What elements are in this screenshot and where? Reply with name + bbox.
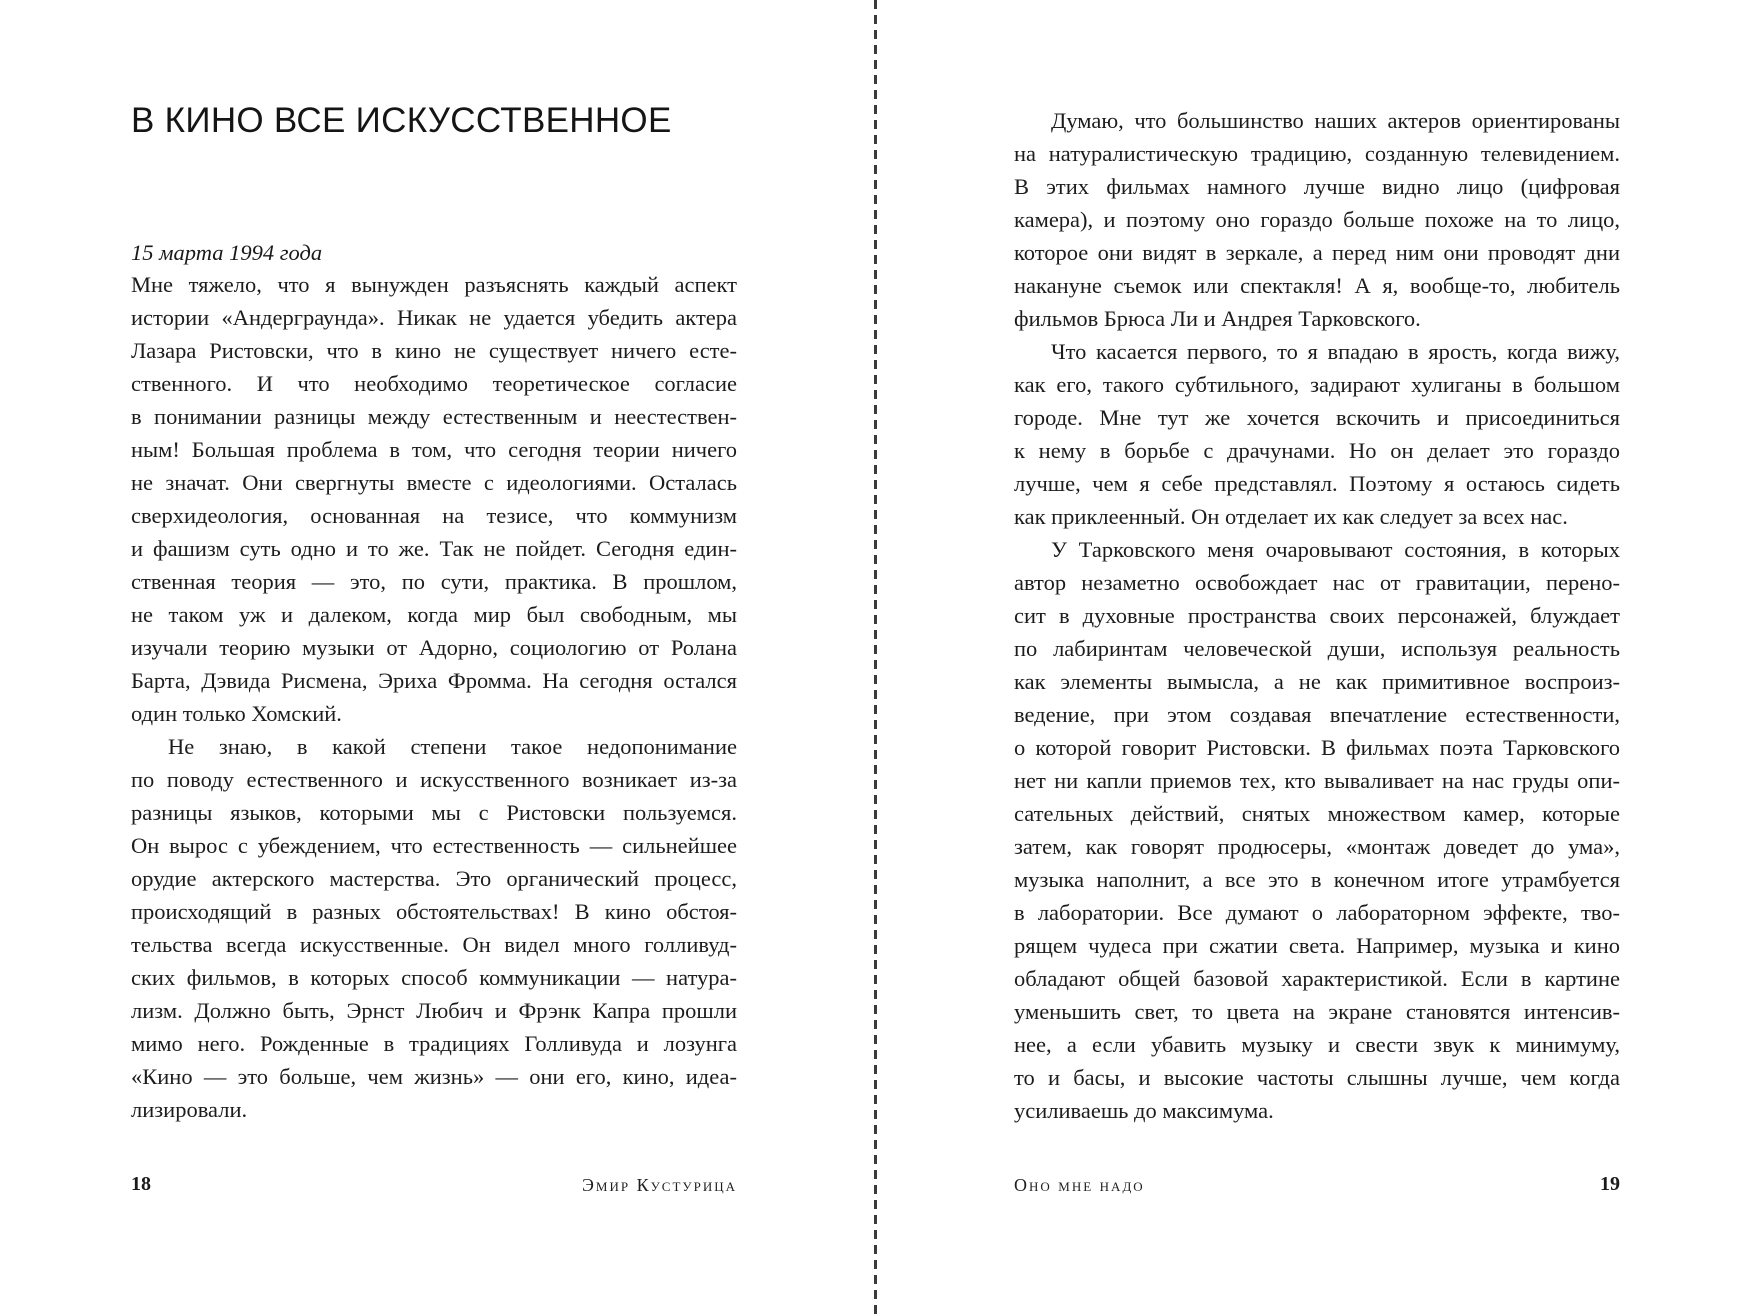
- text-line: лучше, чем я себе представлял. Поэтому я остаюсь сидеть: [1014, 471, 1620, 496]
- text-line: изучали теорию музыки от Адорно, социологию от Ролана: [131, 635, 737, 660]
- text-line: Барта, Дэвида Рисмена, Эриха Фромма. На сегодня остался: [131, 668, 737, 693]
- text-line: в понимании разницы между естественным и неестествен-: [131, 404, 737, 429]
- text-line: У Тарковского меня очаровывают состояния, в которых: [1051, 537, 1620, 562]
- text-line: по лабиринтам человеческой души, используя реальность: [1014, 636, 1620, 661]
- text-line: обладают общей базовой характеристикой. Если в картине: [1014, 966, 1620, 991]
- text-line: ственного. И что необходимо теоретическое согласие: [131, 371, 737, 396]
- text-line: по поводу естественного и искусственного возникает из-за: [131, 767, 737, 792]
- text-line: как приклеенный. Он отделает их как следует за всех нас.: [1014, 504, 1568, 529]
- text-line: истории «Андерграунда». Никак не удается убедить актера: [131, 305, 737, 330]
- page-number-left: 18: [131, 1173, 151, 1195]
- text-line: как элементы вымысла, а не как примитивное воспроиз-: [1014, 669, 1620, 694]
- right-body-text: [1014, 104, 1620, 1127]
- text-line: не значат. Они свергнуты вместе с идеологиями. Осталась: [131, 470, 737, 495]
- text-line: рящем чудеса при сжатии света. Например, музыка и кино: [1014, 933, 1620, 958]
- text-line: происходящий в разных обстоятельствах! В кино обстоя-: [131, 899, 737, 924]
- page-divider-dashed-line: [874, 0, 877, 1315]
- text-line: разницы языков, которыми мы с Ристовски пользуемся.: [131, 800, 737, 825]
- text-line: не таком уж и далеком, когда мир был свободным, мы: [131, 602, 737, 627]
- text-line: фильмов Брюса Ли и Андрея Тарковского.: [1014, 306, 1421, 331]
- text-line: затем, как говорят продюсеры, «монтаж доведет до ума»,: [1014, 834, 1620, 859]
- running-head-author: Эмир Кустурица: [582, 1175, 737, 1195]
- text-line: уменьшить свет, то цвета на экране становятся интенсив-: [1014, 999, 1620, 1024]
- entry-date: 15 марта 1994 года: [131, 240, 323, 265]
- text-line: о которой говорит Ристовски. В фильмах поэта Тарковского: [1014, 735, 1620, 760]
- chapter-title: В КИНО ВСЕ ИСКУССТВЕННОЕ: [131, 101, 672, 140]
- text-line: один только Хомский.: [131, 701, 342, 726]
- text-line: Что касается первого, то я впадаю в ярость, когда вижу,: [1051, 339, 1620, 364]
- text-line: сверхидеология, основанная на тезисе, что коммунизм: [131, 503, 737, 528]
- text-line: ведение, при этом создавая впечатление естественности,: [1014, 702, 1620, 727]
- text-line: Он вырос с убеждением, что естественность — сильнейшее: [131, 833, 737, 858]
- text-line: ственная теория — это, по сути, практика. В прошлом,: [131, 569, 737, 594]
- text-line: в лаборатории. Все думают о лабораторном эффекте, тво-: [1014, 900, 1620, 925]
- text-line: к нему в борьбе с драчунами. Но он делает это гораздо: [1014, 438, 1620, 463]
- page-number-right: 19: [1600, 1173, 1620, 1195]
- text-line: В этих фильмах намного лучше видно лицо (цифровая: [1014, 174, 1620, 199]
- text-line: сательных действий, снятых множеством камер, которые: [1014, 801, 1620, 826]
- text-line: как его, такого субтильного, задирают хулиганы в большом: [1014, 372, 1620, 397]
- left-page: [131, 0, 737, 1315]
- text-line: нет ни капли приемов тех, кто вываливает на нас груды опи-: [1014, 768, 1620, 793]
- text-line: Не знаю, в какой степени такое недопонимание: [168, 734, 737, 759]
- text-line: усиливаешь до максимума.: [1014, 1098, 1274, 1123]
- text-line: сит в духовные пространства своих персонажей, блуждает: [1014, 603, 1620, 628]
- text-line: то и басы, и высокие частоты слышны лучше, чем когда: [1014, 1065, 1620, 1090]
- text-line: музыка наполнит, а все это в конечном итоге утрамбуется: [1014, 867, 1620, 892]
- text-line: Лазара Ристовски, что в кино не существует ничего есте-: [131, 338, 737, 363]
- text-line: нее, а если убавить музыку и свести звук к минимуму,: [1014, 1032, 1620, 1057]
- text-line: Мне тяжело, что я вынужден разъяснять каждый аспект: [131, 272, 737, 297]
- text-line: накануне съемок или спектакля! А я, вообще-то, любитель: [1014, 273, 1620, 298]
- text-line: автор незаметно освобождает нас от гравитации, перено-: [1014, 570, 1620, 595]
- text-line: ских фильмов, в которых способ коммуникации — натура-: [131, 965, 737, 990]
- text-line: орудие актерского мастерства. Это органический процесс,: [131, 866, 737, 891]
- text-line: ным! Большая проблема в том, что сегодня теории ничего: [131, 437, 737, 462]
- left-body-text: [131, 268, 737, 1126]
- text-line: лизм. Должно быть, Эрнст Любич и Фрэнк Капра прошли: [131, 998, 737, 1023]
- right-page: [1014, 0, 1620, 1315]
- text-line: которое они видят в зеркале, а перед ним они проводят дни: [1014, 240, 1620, 265]
- text-line: на натуралистическую традицию, созданную телевидением.: [1014, 141, 1620, 166]
- text-line: мимо него. Рожденные в традициях Голливуда и лозунга: [131, 1031, 737, 1056]
- text-line: городе. Мне тут же хочется вскочить и присоединиться: [1014, 405, 1620, 430]
- text-line: тельства всегда искусственные. Он видел много голливуд-: [131, 932, 737, 957]
- text-line: «Кино — это больше, чем жизнь» — они его, кино, идеа-: [131, 1064, 737, 1089]
- text-line: Думаю, что большинство наших актеров ориентированы: [1051, 108, 1620, 133]
- text-line: лизировали.: [131, 1097, 248, 1122]
- running-head-book-title: Оно мне надо: [1014, 1175, 1145, 1195]
- text-line: и фашизм суть одно и то же. Так не пойдет. Сегодня един-: [131, 536, 737, 561]
- text-line: камера), и поэтому оно гораздо больше похоже на то лицо,: [1014, 207, 1620, 232]
